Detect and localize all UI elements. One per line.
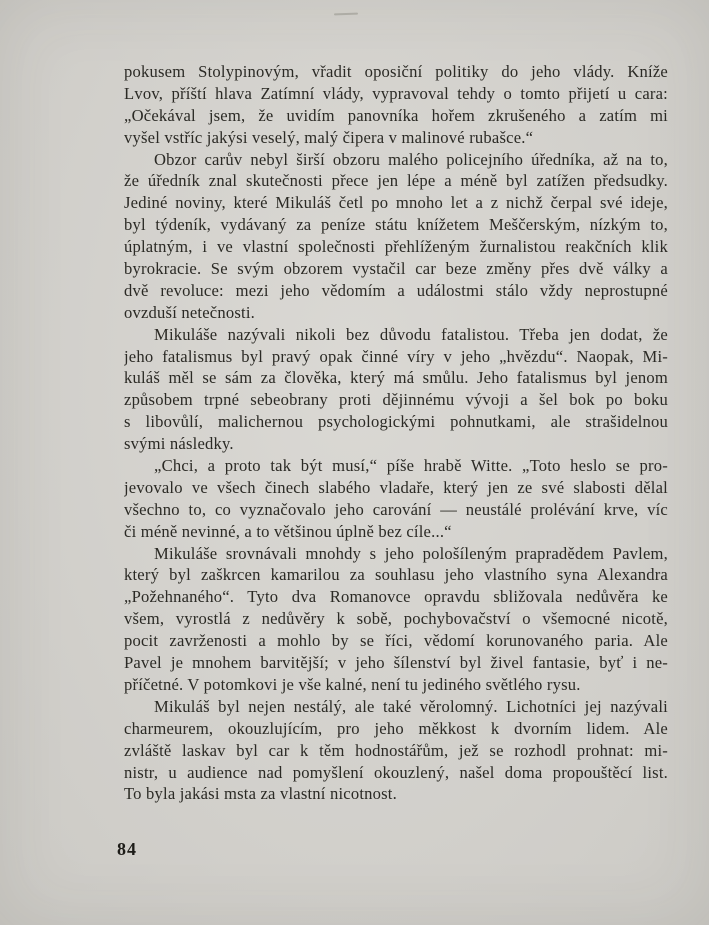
page-number: 84 — [117, 839, 137, 859]
text-line: „Očekával jsem, že uvidím panovníka hořem zkrušeného a zatím mi — [124, 105, 668, 125]
text-line: Obzor carův nebyl širší obzoru malého policejního úředníka, až na to, — [154, 149, 668, 169]
text-line: vyšel vstříc jakýsi veselý, malý čipera v malinové rubašce.“ — [124, 127, 534, 147]
text-line: či méně nevinné, a to většinou úplně bez cíle...“ — [124, 521, 452, 541]
text-line: všechno to, co vyznačovalo jeho carování — neustálé prolévání krve, víc — [124, 499, 668, 519]
text-line: příčetné. V potomkovi je vše kalné, není tu jediného světlého rysu. — [124, 674, 581, 694]
text-line: s libovůlí, malichernou psychologickými pohnutkami, ale strašidelnou — [124, 412, 668, 432]
text-line: způsobem trpné sebeobrany proti dějinnému vývoji a šel bok po boku — [124, 390, 668, 410]
text-line: zvláště laskav byl car k těm hodnostářům, jež se rozhodl prohnat: mi- — [124, 740, 668, 760]
text-line: dvě revoluce: mezi jeho vědomím a událostmi stálo vždy neprostupné — [124, 280, 668, 300]
text-line: Lvov, příští hlava Zatímní vlády, vypravoval tehdy o tomto přijetí u cara: — [124, 83, 668, 103]
text-line: Mikuláše srovnávali mnohdy s jeho pološíleným prapradědem Pavlem, — [154, 543, 668, 563]
text-line: Mikuláš byl nejen nestálý, ale také věrolomný. Lichotníci jej nazývali — [154, 696, 668, 716]
text-line: jeho fatalismus byl pravý opak činné víry v jeho „hvězdu“. Naopak, Mi- — [124, 346, 668, 366]
text-line: pocit zavrženosti a mohlo by se říci, vědomí korunovaného paria. Ale — [124, 631, 668, 651]
text-line: ovzduší netečnosti. — [124, 302, 255, 322]
text-line: byl týdeník, vydávaný za peníze státu knížetem Meščerským, nízkým to, — [124, 215, 668, 235]
text-line: všem, vyrostlá z nedůvěry k sobě, pochybovačství o všemocné nicotě, — [124, 609, 668, 629]
paragraph — [124, 324, 668, 455]
text-line: kuláš měl se sám za člověka, který má smůlu. Jeho fatalismus byl jenom — [124, 368, 668, 388]
text-line: Pavel je mnohem barvitější; v jeho šílenství byl živel fantasie, byť i ne- — [124, 653, 668, 673]
text-line: Mikuláše nazývali nikoli bez důvodu fatalistou. Třeba jen dodat, že — [154, 324, 668, 344]
paragraph — [124, 61, 668, 149]
text-line: svými následky. — [124, 434, 234, 454]
text-line: který byl zaškrcen kamarilou za souhlasu jeho vlastního syna Alexandra — [124, 565, 668, 585]
text-line: nistr, u audience nad pomyšlení okouzlený, našel doma propouštěcí list. — [124, 762, 668, 782]
paragraph — [124, 696, 668, 805]
text-line: že úředník znal skutečnosti přece jen lépe a méně byl zatížen předsudky. — [124, 171, 668, 191]
text-line: „Chci, a proto tak být musí,“ píše hrabě Witte. „Toto heslo se pro- — [154, 456, 668, 476]
paragraph — [124, 149, 668, 324]
text-line: To byla jakási msta za vlastní nicotnost. — [124, 784, 397, 804]
text-line: úplatným, i ve vlastní společnosti přehlíženým žurnalistou reakčních klik — [124, 237, 668, 257]
scan-artifact-mark — [334, 13, 358, 16]
text-line: „Požehnaného“. Tyto dva Romanovce opravdu sbližovala nedůvěra ke — [124, 587, 668, 607]
text-line: jevovalo ve všech činech slabého vladaře, který jen ze své slabosti dělal — [124, 477, 668, 497]
paragraph — [124, 455, 668, 543]
text-block — [124, 61, 668, 805]
text-line: charmeurem, okouzlujícím, pro jeho měkkost k dvorním lidem. Ale — [124, 718, 668, 738]
text-line: byrokracie. Se svým obzorem vystačil car beze změny přes dvě války a — [124, 259, 668, 279]
text-line: pokusem Stolypinovým, vřadit oposiční politiky do jeho vlády. Kníže — [124, 62, 668, 81]
paragraph — [124, 543, 668, 696]
text-line: Jediné noviny, které Mikuláš četl po mnoho let a z nichž čerpal své ideje, — [124, 193, 668, 213]
